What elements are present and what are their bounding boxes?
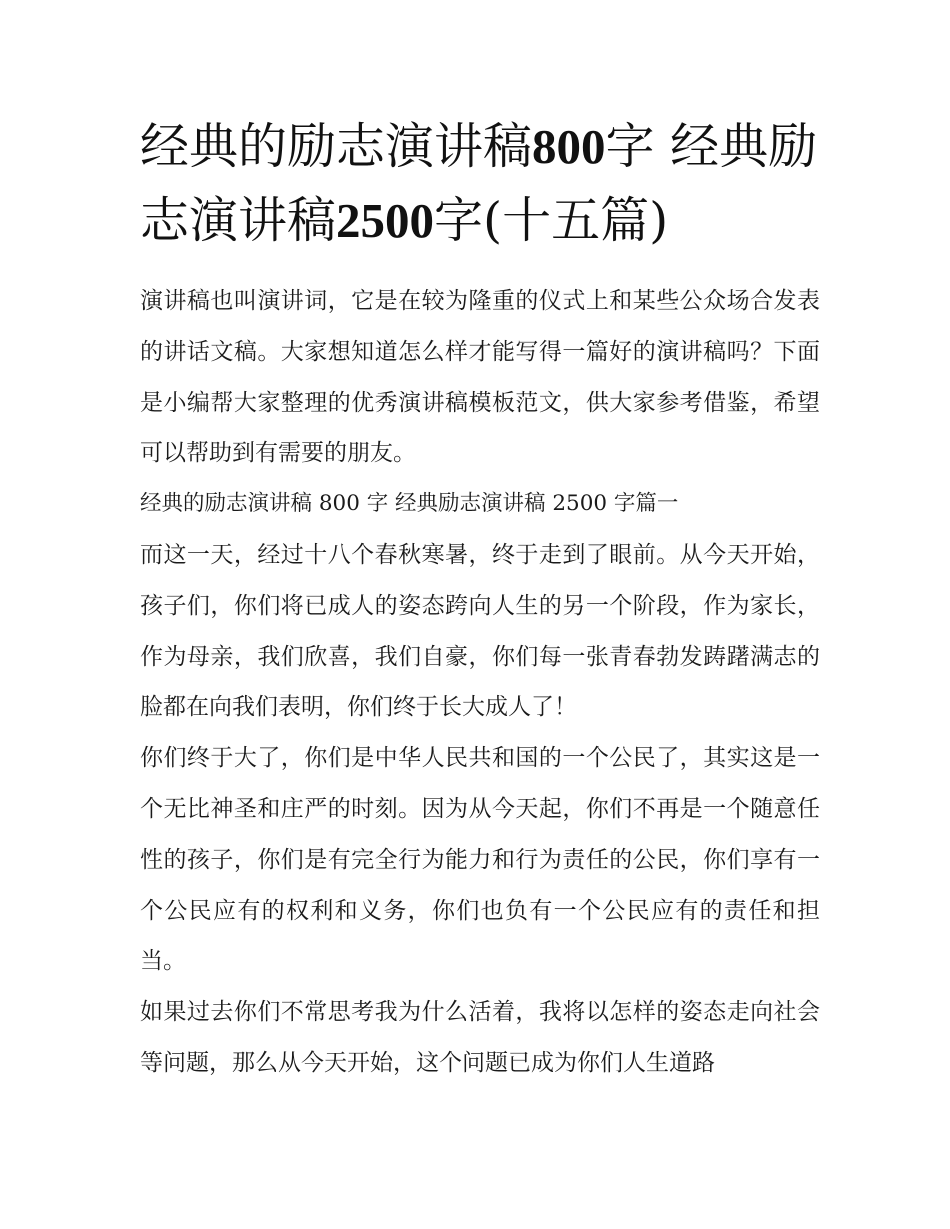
title-number-2: 2500 bbox=[336, 193, 435, 248]
document-body bbox=[140, 276, 820, 1089]
body-paragraph-1: 而这一天，经过十八个春秋寒暑，终于走到了眼前。从今天开始，孩子们，你们将已成人的姿态跨向人生的另一个阶段，作为家长，作为母亲，我们欣喜，我们自豪，你们每一张青春勃发踌躇满志的脸都在向我们表明，你们终于长大成人了！ bbox=[140, 541, 820, 721]
section-heading: 经典的励志演讲稿 800 字 经典励志演讲稿 2500 字篇一 bbox=[140, 491, 679, 517]
document-title bbox=[140, 110, 820, 258]
body-paragraph-2: 你们终于大了，你们是中华人民共和国的一个公民了，其实这是一个无比神圣和庄严的时刻。因为从今天起，你们不再是一个随意任性的孩子，你们是有完全行为能力和行为责任的公民，你们享有一个公民应有的权利和义务，你们也负有一个公民应有的责任和担当。 bbox=[140, 745, 820, 975]
title-part-1: 经典的励志演讲稿 bbox=[140, 118, 533, 175]
title-part-2: 字 经典励志演讲稿 bbox=[140, 118, 818, 249]
title-part-3: 字(十五篇) bbox=[434, 192, 669, 249]
body-paragraph-3: 如果过去你们不常思考我为什么活着，我将以怎样的姿态走向社会等问题，那么从今天开始，这个问题已成为你们人生道路 bbox=[140, 999, 820, 1076]
title-number-1: 800 bbox=[532, 119, 606, 174]
intro-paragraph: 演讲稿也叫演讲词，它是在较为隆重的仪式上和某些公众场合发表的讲话文稿。大家想知道怎么样才能写得一篇好的演讲稿吗？下面是小编帮大家整理的优秀演讲稿模板范文，供大家参考借鉴，希望可以帮助到有需要的朋友。 bbox=[140, 288, 820, 467]
